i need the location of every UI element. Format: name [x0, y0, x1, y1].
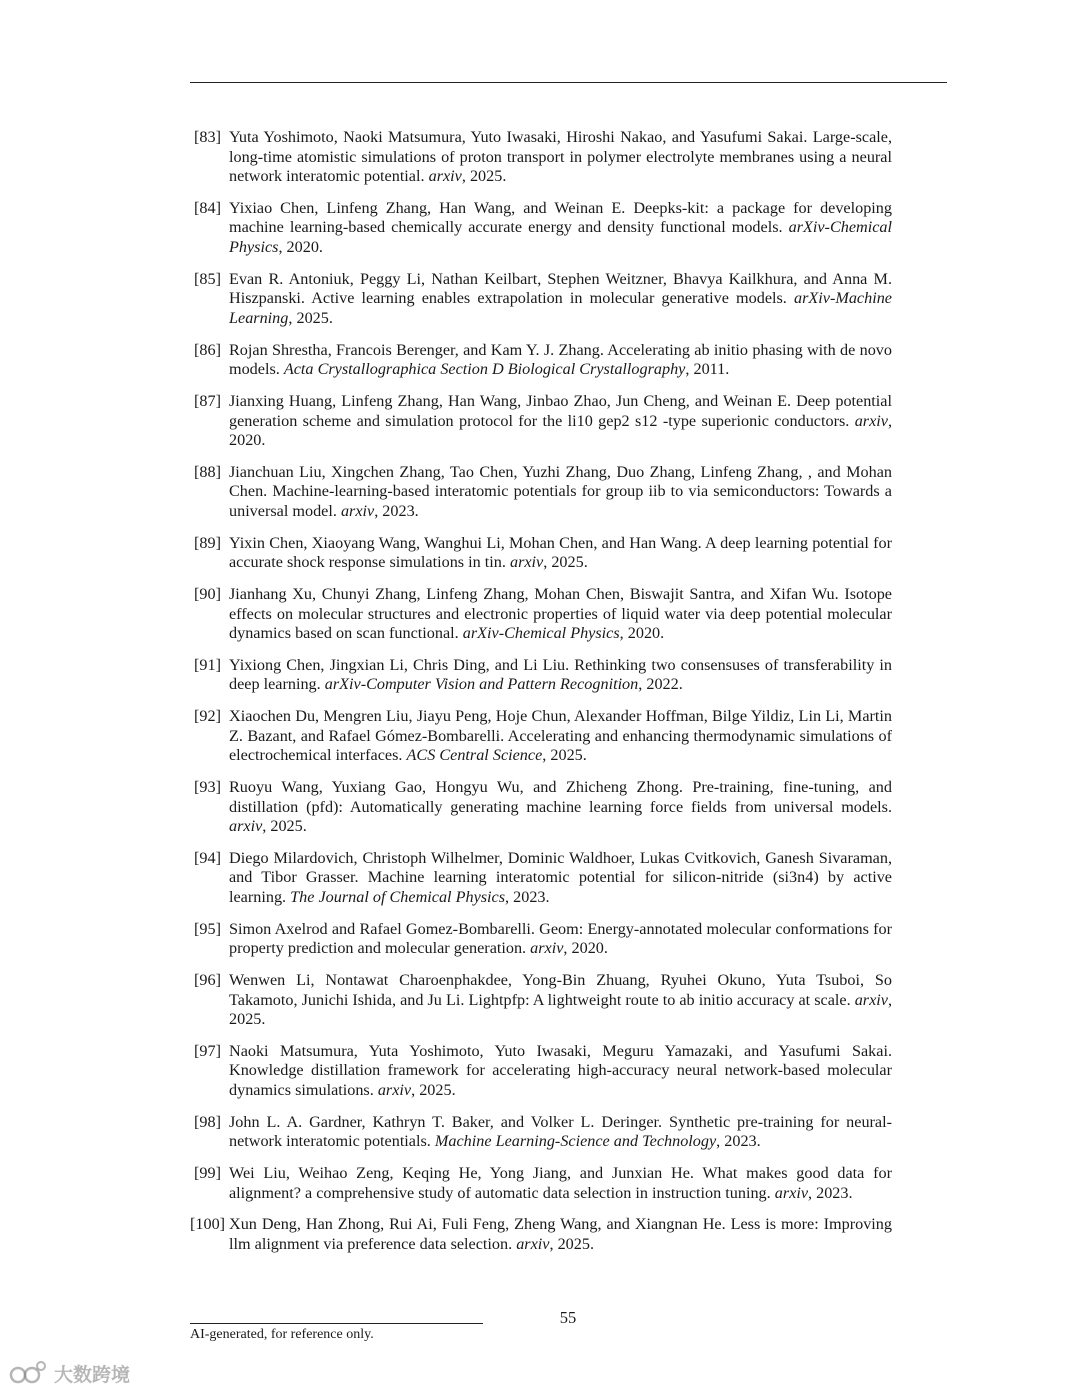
reference-venue: arxiv [340, 501, 375, 520]
reference-venue: Machine Learning-Science and Technology [434, 1132, 717, 1151]
reference-year: , 2023. [505, 888, 550, 907]
reference-venue: arxiv [377, 1081, 412, 1100]
reference-item [190, 1215, 892, 1254]
reference-body [229, 971, 892, 1030]
reference-text: Jianhang Xu, Chunyi Zhang, Linfeng Zhang, Mohan Chen, Biswajit Santra, and Xifan Wu. Isotope effects on molecular structures and electronic properties of liquid water via deep potential molecular dynamics based on scan functional. [229, 584, 892, 643]
footnote-rule [190, 1323, 483, 1324]
reference-body [229, 1164, 892, 1203]
reference-item [190, 128, 892, 187]
reference-year: , 2025. [543, 553, 588, 572]
reference-body [229, 270, 892, 329]
reference-year: , 2025. [549, 1234, 594, 1253]
reference-body [229, 920, 892, 959]
reference-venue: The Journal of Chemical Physics [290, 888, 506, 907]
reference-number: [89] [194, 533, 221, 552]
reference-body [229, 707, 892, 766]
reference-number: [83] [194, 128, 221, 146]
reference-year: , 2020. [563, 939, 608, 958]
reference-number: [85] [194, 269, 221, 288]
reference-body [229, 392, 892, 451]
reference-year: , 2020. [278, 238, 323, 257]
reference-year: , 2025. [411, 1081, 456, 1100]
reference-number: [92] [194, 707, 221, 726]
reference-item [190, 971, 892, 1030]
reference-text: Diego Milardovich, Christoph Wilhelmer, Dominic Waldhoer, Lukas Cvitkovich, Ganesh Sivaraman, and Tibor Grasser. Machine learning interatomic potential for silicon-nitride (si3n4) by active learning. [229, 848, 892, 907]
reference-text: Yuta Yoshimoto, Naoki Matsumura, Yuto Iwasaki, Hiroshi Nakao, and Yasufumi Sakai. Large-scale, long-time atomistic simulations of proton transport in polymer electrolyte membranes using a neural network interatomic potential. [229, 128, 892, 186]
reference-venue: arxiv [229, 817, 263, 836]
reference-text: Yixiong Chen, Jingxian Li, Chris Ding, and Li Liu. Rethinking two consensuses of transferability in deep learning. [229, 655, 892, 694]
reference-number: [88] [194, 462, 221, 481]
reference-body [229, 128, 892, 187]
footnote: AI-generated, for reference only. [190, 1327, 374, 1342]
reference-number: [98] [194, 1112, 221, 1131]
reference-year: , 2025. [229, 990, 892, 1029]
reference-text: John L. A. Gardner, Kathryn T. Baker, and Volker L. Deringer. Synthetic pre-training for neural-network interatomic potentials. [229, 1112, 892, 1151]
reference-year: , 2023. [716, 1132, 761, 1151]
reference-year: , 2023. [374, 501, 419, 520]
reference-text: Jianchuan Liu, Xingchen Zhang, Tao Chen, Yuzhi Zhang, Duo Zhang, Linfeng Zhang, , and Mohan Chen. Machine-learning-based interatomic potentials for group iib to via semiconductors: Towards a universal model. [229, 462, 892, 520]
reference-number: [91] [194, 655, 221, 674]
reference-body [229, 778, 892, 837]
reference-number: [94] [194, 848, 221, 867]
reference-venue: arxiv [854, 411, 888, 430]
reference-body [229, 199, 892, 258]
reference-year: , 2020. [619, 624, 665, 643]
reference-body [229, 1113, 892, 1152]
reference-number: [87] [194, 391, 221, 410]
reference-item [190, 341, 892, 380]
reference-number: [84] [194, 198, 221, 217]
reference-venue: arxiv [516, 1234, 550, 1253]
reference-year: , 2022. [638, 675, 683, 694]
reference-item [190, 849, 892, 908]
reference-year: , 2025. [262, 817, 307, 836]
reference-body [229, 463, 892, 522]
reference-number: [96] [194, 971, 221, 989]
reference-venue: arXiv-Machine Learning [229, 289, 892, 327]
reference-number: [99] [194, 1164, 221, 1183]
reference-number: [93] [194, 777, 221, 796]
reference-item [190, 707, 892, 766]
reference-body [229, 849, 892, 908]
reference-text: Simon Axelrod and Rafael Gomez-Bombarelli. Geom: Energy-annotated molecular conformations for property prediction and molecular generation. [229, 919, 892, 958]
reference-item [190, 392, 892, 451]
reference-number: [95] [194, 919, 221, 938]
reference-item [190, 199, 892, 258]
reference-text: Ruoyu Wang, Yuxiang Gao, Hongyu Wu, and Zhicheng Zhong. Pre-training, fine-tuning, and distillation (pfd): Automatically generating machine learning force fields from universal models. [229, 777, 892, 816]
reference-body [229, 534, 892, 573]
reference-item [190, 778, 892, 837]
watermark-text: 大数跨境 [54, 1363, 131, 1386]
reference-list [190, 128, 892, 1267]
reference-venue: arXiv-Computer Vision and Pattern Recognition [324, 675, 639, 694]
reference-venue: ACS Central Science [406, 746, 543, 765]
reference-year: , 2020. [229, 411, 892, 450]
reference-item [190, 534, 892, 573]
reference-item [190, 270, 892, 329]
reference-item [190, 463, 892, 522]
reference-item [190, 1164, 892, 1203]
reference-text: Wenwen Li, Nontawat Charoenphakdee, Yong-Bin Zhuang, Ryuhei Okuno, Yuta Tsuboi, So Takamoto, Junichi Ishida, and Ju Li. Lightpfp: A lightweight route to ab initio accuracy at scale. [229, 971, 892, 1009]
reference-text: Yixin Chen, Xiaoyang Wang, Wanghui Li, Mohan Chen, and Han Wang. A deep learning potential for accurate shock response simulations in tin. [229, 533, 892, 572]
reference-venue: arxiv [854, 990, 888, 1009]
reference-text: Rojan Shrestha, Francois Berenger, and Kam Y. J. Zhang. Accelerating ab initio phasing with de novo models. [229, 340, 892, 379]
reference-venue: arxiv [509, 553, 544, 572]
reference-item [190, 585, 892, 644]
reference-venue: arxiv [428, 167, 462, 186]
page-number: 55 [559, 1308, 577, 1327]
reference-year: , 2025. [542, 746, 587, 765]
reference-body [229, 341, 892, 380]
reference-venue: arXiv-Chemical Physics [462, 624, 620, 643]
reference-year: , 2011. [685, 360, 730, 379]
reference-text: Evan R. Antoniuk, Peggy Li, Nathan Keilbart, Stephen Weitzner, Bhavya Kailkhura, and Anna M. Hiszpanski. Active learning enables extrapolation in molecular generative models. [229, 269, 892, 308]
reference-number: [97] [194, 1041, 221, 1060]
reference-text: Xiaochen Du, Mengren Liu, Jiayu Peng, Hoje Chun, Alexander Hoffman, Bilge Yildiz, Lin Li, Martin Z. Bazant, and Rafael Gómez-Bombarelli. Accelerating and enhancing thermodynamic simulations of electrochemical interfaces. [229, 707, 892, 765]
reference-text: Xun Deng, Han Zhong, Rui Ai, Fuli Feng, Zheng Wang, and Xiangnan He. Less is more: Improving llm alignment via preference data selection. [229, 1215, 892, 1253]
reference-text: Naoki Matsumura, Yuta Yoshimoto, Yuto Iwasaki, Meguru Yamazaki, and Yasufumi Sakai. Knowledge distillation framework for accelerating high-accuracy neural network-based molecular dynamics simulations. [229, 1041, 892, 1100]
reference-venue: arxiv [530, 939, 564, 958]
reference-item [190, 920, 892, 959]
reference-body [229, 1042, 892, 1101]
watermark-logo-icon [8, 1358, 48, 1388]
reference-body [229, 585, 892, 644]
reference-number: [100] [190, 1215, 226, 1234]
reference-venue: arxiv [774, 1183, 809, 1202]
reference-year: , 2025. [288, 308, 333, 327]
reference-text: Yixiao Chen, Linfeng Zhang, Han Wang, and Weinan E. Deepks-kit: a package for developing machine learning-based chemically accurate energy and density functional models. [229, 198, 892, 237]
reference-venue: arXiv-Chemical Physics [229, 218, 892, 257]
reference-venue: Acta Crystallographica Section D Biological Crystallography [283, 360, 686, 379]
reference-text: Wei Liu, Weihao Zeng, Keqing He, Yong Jiang, and Junxian He. What makes good data for alignment? a comprehensive study of automatic data selection in instruction tuning. [229, 1164, 892, 1202]
reference-item [190, 1113, 892, 1152]
reference-item [190, 656, 892, 695]
reference-year: , 2023. [808, 1183, 853, 1202]
reference-number: [86] [194, 340, 221, 359]
reference-year: , 2025. [461, 167, 507, 186]
header-rule [190, 82, 947, 83]
reference-number: [90] [194, 584, 221, 603]
reference-item [190, 1042, 892, 1101]
reference-body [229, 1215, 892, 1254]
watermark [8, 1358, 130, 1388]
reference-body [229, 656, 892, 695]
reference-text: Jianxing Huang, Linfeng Zhang, Han Wang, Jinbao Zhao, Jun Cheng, and Weinan E. Deep potential generation scheme and simulation protocol for the li10 gep2 s12 -type superionic conductors. [229, 391, 892, 430]
